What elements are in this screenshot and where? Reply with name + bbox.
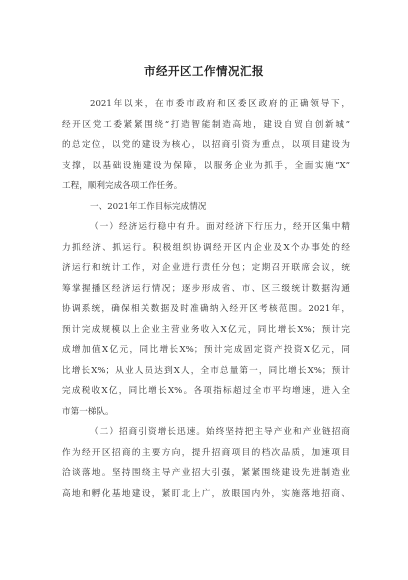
document-line: 一、2021年工作目标完成情况	[90, 201, 207, 212]
document-body	[62, 94, 350, 504]
document-line: 协调系统，确保相关数据及时准确纳入经开区考核范围。2021年，	[62, 304, 350, 314]
document-line: 高地和孵化基地建设，紧盯北上广，放眼国内外，实施落地招商、	[62, 488, 350, 499]
document-line: 济运行和统计工作，对企业进行责任分包；定期召开联席会议，统	[62, 263, 350, 273]
document-line: 成增加值X亿元，同比增长X%；预计完成固定资产投资X亿元，同	[62, 345, 350, 355]
document-line: （二）招商引资增长迅速。始终坚持把主导产业和产业链招商	[90, 427, 350, 437]
document-line: 完成税收X亿，同比增长X%。各项指标超过全市平均增速，进入全	[62, 386, 350, 396]
document-line: 作为经开区招商的主要方向，提升招商项目的档次品质，加速项目	[62, 447, 350, 458]
document-line: 工程，顺利完成各项工作任务。	[62, 181, 183, 191]
document-title: 市经开区工作情况汇报	[144, 64, 264, 78]
document-line: 经开区党工委紧紧围绕“打造智能制造高地，建设自贸自创新城”	[62, 119, 350, 130]
document-line: 筹掌握播区经济运行情况；逐步形成省、市、区三级统计数据沟通	[62, 283, 350, 294]
document-line: 市第一梯队。	[62, 406, 114, 417]
document-line: 洽谈落地。坚持围绕主导产业招大引强，紧紧围绕建设先进制造业	[62, 468, 350, 478]
document-line: 预计完成规模以上企业主营业务收入X亿元，同比增长X%；预计完	[62, 324, 350, 335]
document-line: 支撑，以基础设施建设为保障，以服务企业为抓手，全面实施“X”	[62, 160, 350, 171]
document-line: 力抓经济、抓运行。积极组织协调经开区内企业及X个办事处的经	[62, 242, 350, 253]
document-line: 2021年以来，在市委市政府和区委区政府的正确领导下，	[90, 99, 350, 109]
document-line: 比增长X%；从业人员达到X人，全市总量第一，同比增长X%；预计	[62, 365, 350, 376]
document-line: 的总定位，以党的建设为核心，以招商引资为重点，以项目建设为	[62, 140, 350, 150]
document-line: （一）经济运行稳中有升。面对经济下行压力，经开区集中精	[90, 222, 350, 232]
